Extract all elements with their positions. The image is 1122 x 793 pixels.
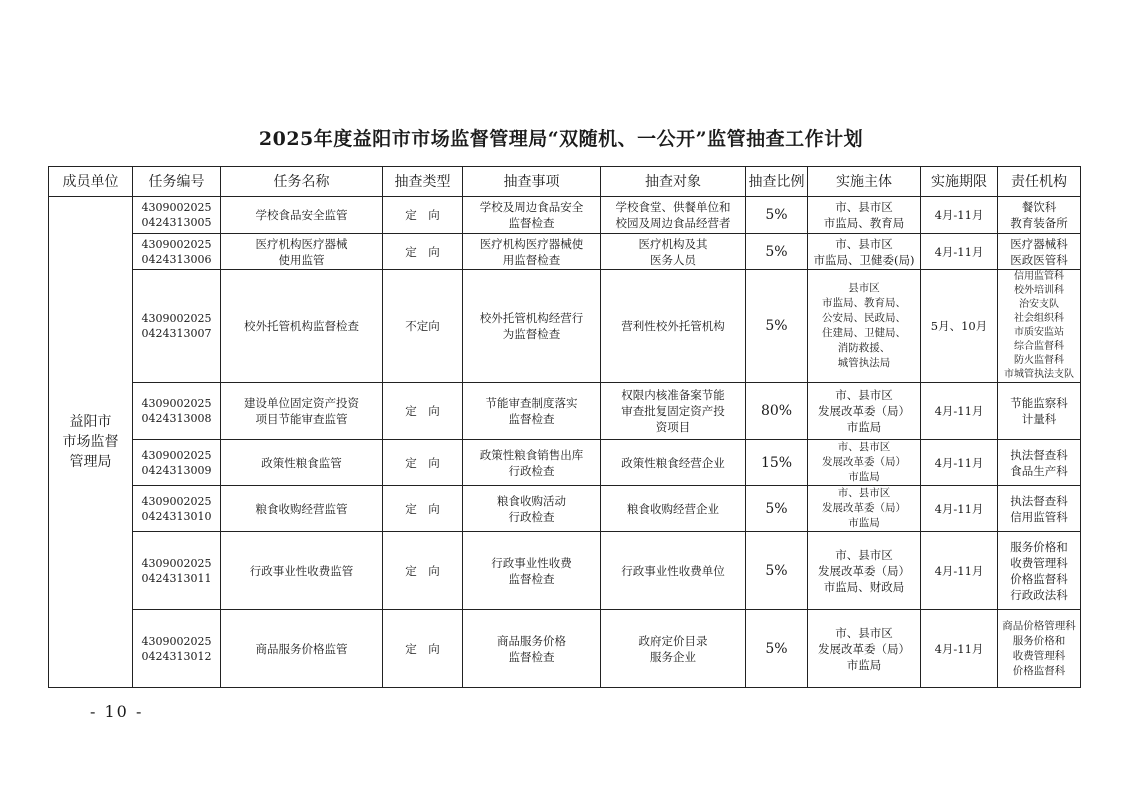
table-row <box>49 234 1081 270</box>
task-code-cell: 4309002025 0424313007 <box>133 270 221 383</box>
task-name-cell: 建设单位固定资产投资 项目节能审查监管 <box>221 383 383 440</box>
period-cell: 4月-11月 <box>921 197 998 234</box>
check-target-cell: 政策性粮食经营企业 <box>601 440 746 486</box>
header-check-type: 抽查类型 <box>383 167 463 197</box>
check-item-cell: 节能审查制度落实 监督检查 <box>463 383 601 440</box>
check-target-cell: 医疗机构及其 医务人员 <box>601 234 746 270</box>
table-row <box>49 610 1081 688</box>
period-cell: 5月、10月 <box>921 270 998 383</box>
task-code-cell: 4309002025 0424313005 <box>133 197 221 234</box>
check-target-cell: 行政事业性收费单位 <box>601 532 746 610</box>
implementer-cell: 市、县市区 发展改革委（局） 市监局 <box>808 486 921 532</box>
check-ratio-cell: 5% <box>746 270 808 383</box>
table-header-row <box>49 167 1081 197</box>
check-target-cell: 学校食堂、供餐单位和 校园及周边食品经营者 <box>601 197 746 234</box>
check-type-cell: 定 向 <box>383 532 463 610</box>
check-type-cell: 不定向 <box>383 270 463 383</box>
check-type-cell: 定 向 <box>383 610 463 688</box>
implementer-cell: 市、县市区 发展改革委（局） 市监局 <box>808 383 921 440</box>
task-name-cell: 校外托管机构监督检查 <box>221 270 383 383</box>
header-implementer: 实施主体 <box>808 167 921 197</box>
task-code-cell: 4309002025 0424313006 <box>133 234 221 270</box>
check-target-cell: 营利性校外托管机构 <box>601 270 746 383</box>
check-item-cell: 校外托管机构经营行 为监督检查 <box>463 270 601 383</box>
task-code-cell: 4309002025 0424313011 <box>133 532 221 610</box>
responsible-org-cell: 餐饮科 教育装备所 <box>998 197 1081 234</box>
implementer-cell: 市、县市区 发展改革委（局） 市监局 <box>808 610 921 688</box>
task-code-cell: 4309002025 0424313008 <box>133 383 221 440</box>
header-check-ratio: 抽查比例 <box>746 167 808 197</box>
check-item-cell: 政策性粮食销售出库 行政检查 <box>463 440 601 486</box>
responsible-org-cell: 执法督查科 食品生产科 <box>998 440 1081 486</box>
responsible-org-cell: 节能监察科 计量科 <box>998 383 1081 440</box>
header-task-name: 任务名称 <box>221 167 383 197</box>
period-cell: 4月-11月 <box>921 383 998 440</box>
check-item-cell: 商品服务价格 监督检查 <box>463 610 601 688</box>
task-code-cell: 4309002025 0424313009 <box>133 440 221 486</box>
inspection-plan-table <box>48 166 1081 688</box>
check-type-cell: 定 向 <box>383 197 463 234</box>
implementer-cell: 市、县市区 市监局、教育局 <box>808 197 921 234</box>
task-name-cell: 商品服务价格监管 <box>221 610 383 688</box>
implementer-cell: 市、县市区 发展改革委（局） 市监局 <box>808 440 921 486</box>
table-row <box>49 197 1081 234</box>
check-target-cell: 粮食收购经营企业 <box>601 486 746 532</box>
check-type-cell: 定 向 <box>383 486 463 532</box>
table-row <box>49 270 1081 383</box>
check-item-cell: 医疗机构医疗器械使 用监督检查 <box>463 234 601 270</box>
header-check-item: 抽查事项 <box>463 167 601 197</box>
table-row <box>49 383 1081 440</box>
implementer-cell: 市、县市区 发展改革委（局） 市监局、财政局 <box>808 532 921 610</box>
implementer-cell: 市、县市区 市监局、卫健委(局) <box>808 234 921 270</box>
task-name-cell: 医疗机构医疗器械 使用监管 <box>221 234 383 270</box>
check-target-cell: 权限内核准备案节能 审查批复固定资产投 资项目 <box>601 383 746 440</box>
period-cell: 4月-11月 <box>921 532 998 610</box>
check-ratio-cell: 5% <box>746 532 808 610</box>
task-code-cell: 4309002025 0424313012 <box>133 610 221 688</box>
responsible-org-cell: 执法督查科 信用监管科 <box>998 486 1081 532</box>
member-unit-cell: 益阳市 市场监督 管理局 <box>49 197 133 688</box>
check-ratio-cell: 5% <box>746 486 808 532</box>
task-name-cell: 学校食品安全监管 <box>221 197 383 234</box>
check-type-cell: 定 向 <box>383 440 463 486</box>
header-period: 实施期限 <box>921 167 998 197</box>
responsible-org-cell: 信用监管科 校外培训科 治安支队 社会组织科 市质安监站 综合监督科 防火监督科 市城管执法支队 <box>998 270 1081 383</box>
table-row <box>49 532 1081 610</box>
check-ratio-cell: 5% <box>746 197 808 234</box>
task-name-cell: 政策性粮食监管 <box>221 440 383 486</box>
check-item-cell: 行政事业性收费 监督检查 <box>463 532 601 610</box>
header-check-target: 抽查对象 <box>601 167 746 197</box>
period-cell: 4月-11月 <box>921 486 998 532</box>
check-item-cell: 学校及周边食品安全 监督检查 <box>463 197 601 234</box>
header-task-code: 任务编号 <box>133 167 221 197</box>
document-title: 2025年度益阳市市场监督管理局“双随机、一公开”监管抽查工作计划 <box>258 128 864 150</box>
task-code-cell: 4309002025 0424313010 <box>133 486 221 532</box>
header-responsible-org: 责任机构 <box>998 167 1081 197</box>
task-name-cell: 行政事业性收费监管 <box>221 532 383 610</box>
table-row <box>49 440 1081 486</box>
period-cell: 4月-11月 <box>921 610 998 688</box>
check-item-cell: 粮食收购活动 行政检查 <box>463 486 601 532</box>
responsible-org-cell: 服务价格和 收费管理科 价格监督科 行政政法科 <box>998 532 1081 610</box>
task-name-cell: 粮食收购经营监管 <box>221 486 383 532</box>
page-number: - 10 - <box>90 702 144 721</box>
header-unit: 成员单位 <box>49 167 133 197</box>
period-cell: 4月-11月 <box>921 440 998 486</box>
check-ratio-cell: 5% <box>746 234 808 270</box>
check-ratio-cell: 5% <box>746 610 808 688</box>
check-type-cell: 定 向 <box>383 234 463 270</box>
period-cell: 4月-11月 <box>921 234 998 270</box>
responsible-org-cell: 商品价格管理科 服务价格和 收费管理科 价格监督科 <box>998 610 1081 688</box>
check-type-cell: 定 向 <box>383 383 463 440</box>
check-ratio-cell: 80% <box>746 383 808 440</box>
table-row <box>49 486 1081 532</box>
check-ratio-cell: 15% <box>746 440 808 486</box>
implementer-cell: 县市区 市监局、教育局、 公安局、民政局、 住建局、卫健局、 消防救援、 城管执法局 <box>808 270 921 383</box>
responsible-org-cell: 医疗器械科 医政医管科 <box>998 234 1081 270</box>
check-target-cell: 政府定价目录 服务企业 <box>601 610 746 688</box>
